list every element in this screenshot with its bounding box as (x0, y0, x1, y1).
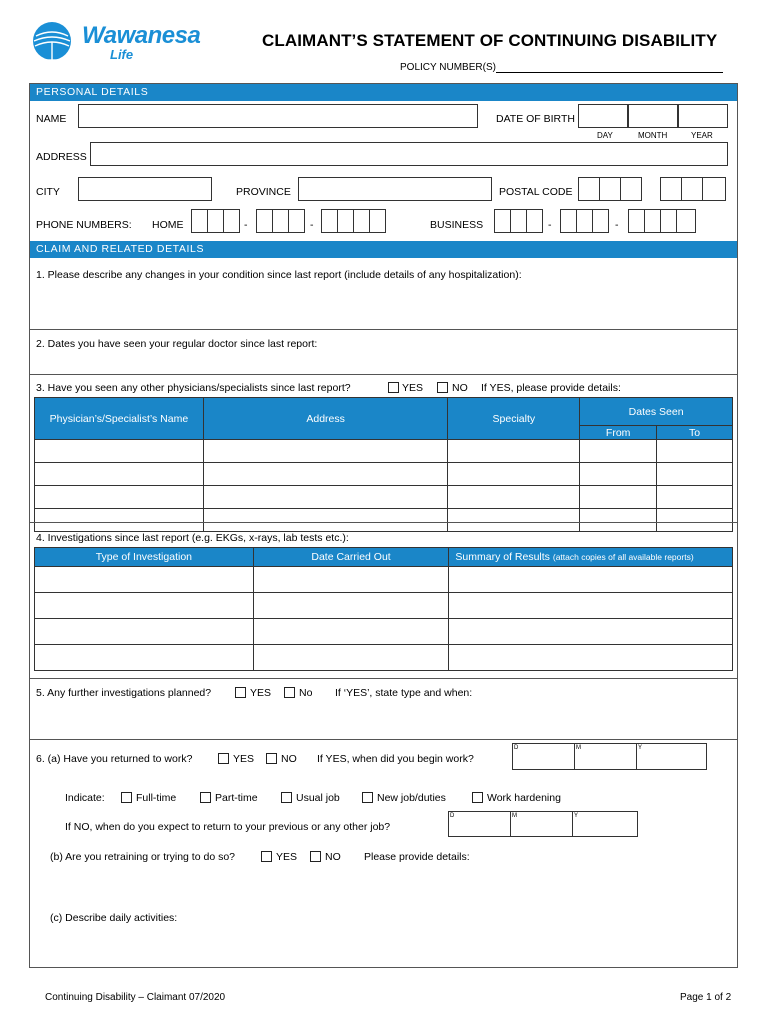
phone-digit-field[interactable] (353, 209, 370, 233)
col-dates-seen: Dates Seen (580, 398, 733, 426)
new-job-checkbox[interactable] (362, 792, 373, 803)
table-cell[interactable] (35, 486, 204, 509)
phone-digit-field[interactable] (676, 209, 696, 233)
phone-digit-field[interactable] (526, 209, 543, 233)
table-row (35, 593, 733, 619)
phone-digit-field[interactable] (191, 209, 208, 233)
col-physician-name: Physician’s/Specialist’s Name (35, 398, 204, 440)
table-cell[interactable] (448, 509, 580, 532)
q6b-no-checkbox[interactable] (310, 851, 321, 862)
table-cell[interactable] (35, 619, 254, 645)
policy-number-row (400, 62, 723, 73)
question-4: 4. Investigations since last report (e.g. EKGs, x-rays, lab tests etc.): (36, 532, 349, 544)
q6b-details-label: Please provide details: (364, 851, 470, 863)
q5-if-yes-label: If ‘YES’, state type and when: (335, 687, 473, 699)
phone-numbers-label: PHONE NUMBERS: (36, 219, 132, 231)
indicate-label: Indicate: (65, 792, 105, 804)
phone-digit-field[interactable] (288, 209, 305, 233)
table-cell[interactable] (580, 463, 657, 486)
work-hardening-checkbox[interactable] (472, 792, 483, 803)
return-day-label: D (514, 745, 519, 751)
dob-month-label: MONTH (638, 131, 668, 140)
phone-digit-field[interactable] (223, 209, 240, 233)
address-label: ADDRESS (36, 151, 87, 163)
city-label: CITY (36, 186, 60, 198)
table-cell[interactable] (449, 645, 733, 671)
phone-digit-field[interactable] (510, 209, 527, 233)
col-date-carried-out: Date Carried Out (253, 548, 449, 567)
policy-number-field[interactable] (496, 63, 723, 73)
expected-year-label: Y (574, 813, 579, 819)
table-cell[interactable] (449, 567, 733, 593)
table-cell[interactable] (203, 509, 448, 532)
table-cell[interactable] (657, 440, 733, 463)
table-cell[interactable] (253, 619, 449, 645)
divider (30, 522, 737, 523)
phone-digit-field[interactable] (660, 209, 677, 233)
question-2: 2. Dates you have seen your regular doctor since last report: (36, 338, 318, 350)
dob-label: DATE OF BIRTH (496, 113, 575, 125)
phone-digit-field[interactable] (592, 209, 609, 233)
dob-day-label: DAY (597, 131, 613, 140)
divider (30, 329, 737, 330)
phone-dash: - (310, 219, 314, 231)
q6b-no-label: NO (325, 851, 341, 863)
physicians-table (34, 397, 733, 532)
logo-sub: Life (110, 47, 134, 62)
table-row (35, 645, 733, 671)
usual-job-label: Usual job (296, 792, 340, 804)
new-job-label: New job/duties (377, 792, 446, 804)
postal-char-field[interactable] (681, 177, 703, 201)
col-investigation-type: Type of Investigation (35, 548, 254, 567)
table-cell[interactable] (35, 463, 204, 486)
business-phone-label: BUSINESS (430, 219, 484, 231)
table-cell[interactable] (253, 593, 449, 619)
postal-char-field[interactable] (702, 177, 726, 201)
phone-digit-field[interactable] (321, 209, 338, 233)
q5-yes-label: YES (250, 687, 272, 699)
province-label: PROVINCE (236, 186, 291, 198)
q6a-no-label: NO (281, 753, 297, 765)
postal-code-label: POSTAL CODE (499, 186, 573, 198)
return-year-label: Y (638, 745, 643, 751)
divider (30, 678, 737, 679)
expected-day-label: D (450, 813, 455, 819)
table-cell[interactable] (580, 509, 657, 532)
table-row (35, 509, 733, 532)
personal-details-heading: PERSONAL DETAILS (30, 84, 737, 101)
phone-dash: - (548, 219, 552, 231)
expected-day-field[interactable] (448, 811, 511, 837)
city-field[interactable] (78, 177, 212, 201)
return-day-field[interactable] (512, 743, 575, 770)
col-summary-of-results (449, 548, 733, 567)
phone-digit-field[interactable] (337, 209, 354, 233)
postal-char-field[interactable] (620, 177, 642, 201)
phone-dash: - (615, 219, 619, 231)
col-address: Address (203, 398, 448, 440)
page-title: CLAIMANT’S STATEMENT OF CONTINUING DISABILITY (262, 31, 718, 50)
col-from: From (580, 426, 657, 440)
home-phone-label: HOME (152, 219, 184, 231)
table-row (35, 440, 733, 463)
q6a-yes-label: YES (233, 753, 255, 765)
expected-return-label: If NO, when do you expect to return to your previous or any other job? (65, 821, 391, 833)
q5-no-checkbox[interactable] (284, 687, 295, 698)
name-label: NAME (36, 113, 67, 125)
table-cell[interactable] (35, 593, 254, 619)
footer-page-number: Page 1 of 2 (680, 992, 732, 1003)
full-time-label: Full-time (136, 792, 177, 804)
table-cell[interactable] (448, 486, 580, 509)
q3-yes-checkbox[interactable] (388, 382, 399, 393)
summary-header-note: (attach copies of all available reports) (552, 552, 694, 562)
wawanesa-logo (30, 20, 210, 68)
dob-day-field[interactable] (578, 104, 628, 128)
postal-char-field[interactable] (660, 177, 682, 201)
table-cell[interactable] (35, 509, 204, 532)
expected-month-field[interactable] (510, 811, 573, 837)
table-row (35, 567, 733, 593)
divider (30, 374, 737, 375)
col-to: To (657, 426, 733, 440)
table-cell[interactable] (657, 463, 733, 486)
table-cell[interactable] (448, 463, 580, 486)
table-cell[interactable] (657, 486, 733, 509)
full-time-checkbox[interactable] (121, 792, 132, 803)
table-cell[interactable] (253, 567, 449, 593)
table-cell[interactable] (35, 645, 254, 671)
return-month-label: M (576, 745, 581, 751)
q3-yes-label: YES (402, 382, 424, 394)
expected-year-field[interactable] (572, 811, 638, 837)
table-cell[interactable] (203, 440, 448, 463)
divider (30, 739, 737, 740)
table-cell[interactable] (448, 440, 580, 463)
claim-details-heading: CLAIM AND RELATED DETAILS (30, 241, 737, 258)
dob-year-label: YEAR (691, 131, 713, 140)
table-cell[interactable] (580, 486, 657, 509)
phone-digit-field[interactable] (256, 209, 273, 233)
q6a-yes-checkbox[interactable] (218, 753, 229, 764)
phone-digit-field[interactable] (576, 209, 593, 233)
question-1: 1. Please describe any changes in your condition since last report (include details of any hospitalization): (36, 269, 522, 281)
tree-logo-icon (30, 22, 78, 66)
table-cell[interactable] (580, 440, 657, 463)
expected-month-label: M (512, 813, 517, 819)
phone-dash: - (244, 219, 248, 231)
col-specialty: Specialty (448, 398, 580, 440)
table-cell[interactable] (657, 509, 733, 532)
table-cell[interactable] (253, 645, 449, 671)
postal-char-field[interactable] (578, 177, 600, 201)
table-cell[interactable] (35, 440, 204, 463)
dob-month-field[interactable] (628, 104, 678, 128)
q5-no-label: No (299, 687, 313, 699)
name-field[interactable] (78, 104, 478, 128)
q6a-no-checkbox[interactable] (266, 753, 277, 764)
table-cell[interactable] (203, 463, 448, 486)
phone-digit-field[interactable] (207, 209, 224, 233)
table-cell[interactable] (203, 486, 448, 509)
q6a-if-yes-label: If YES, when did you begin work? (317, 753, 474, 765)
question-5: 5. Any further investigations planned? (36, 687, 212, 699)
q5-yes-checkbox[interactable] (235, 687, 246, 698)
return-month-field[interactable] (574, 743, 637, 770)
dob-year-field[interactable] (678, 104, 728, 128)
phone-digit-field[interactable] (494, 209, 511, 233)
question-6a: 6. (a) Have you returned to work? (36, 753, 193, 765)
question-6b: (b) Are you retraining or trying to do so? (50, 851, 236, 863)
table-cell[interactable] (449, 593, 733, 619)
postal-char-field[interactable] (599, 177, 621, 201)
investigations-table (34, 547, 733, 671)
table-cell[interactable] (35, 567, 254, 593)
q6b-yes-label: YES (276, 851, 298, 863)
province-field[interactable] (298, 177, 492, 201)
claim-form (29, 83, 738, 968)
table-row (35, 619, 733, 645)
summary-header-label: Summary of Results (455, 551, 550, 563)
usual-job-checkbox[interactable] (281, 792, 292, 803)
return-year-field[interactable] (636, 743, 707, 770)
work-hardening-label: Work hardening (487, 792, 561, 804)
q6b-yes-checkbox[interactable] (261, 851, 272, 862)
phone-digit-field[interactable] (272, 209, 289, 233)
table-row (35, 486, 733, 509)
policy-label: POLICY NUMBER(S) (400, 62, 496, 73)
phone-digit-field[interactable] (369, 209, 386, 233)
phone-digit-field[interactable] (628, 209, 645, 233)
phone-digit-field[interactable] (560, 209, 577, 233)
part-time-label: Part-time (215, 792, 258, 804)
part-time-checkbox[interactable] (200, 792, 211, 803)
question-6c: (c) Describe daily activities: (50, 912, 178, 924)
q3-no-label: NO (452, 382, 468, 394)
q3-details-label: If YES, please provide details: (481, 382, 621, 394)
q3-no-checkbox[interactable] (437, 382, 448, 393)
logo-brand: Wawanesa (82, 22, 201, 49)
phone-digit-field[interactable] (644, 209, 661, 233)
footer-form-id: Continuing Disability – Claimant 07/2020 (45, 992, 226, 1003)
address-field[interactable] (90, 142, 728, 166)
table-cell[interactable] (449, 619, 733, 645)
question-3: 3. Have you seen any other physicians/specialists since last report? (36, 382, 351, 394)
table-row (35, 463, 733, 486)
